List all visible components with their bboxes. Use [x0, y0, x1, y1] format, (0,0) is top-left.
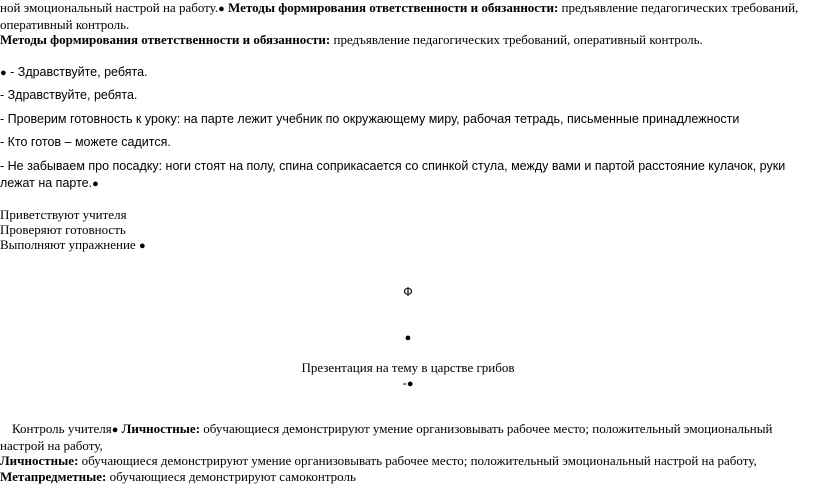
personal-heading: Личностные:: [0, 453, 79, 468]
bullet-icon: ●: [138, 240, 146, 252]
student-exercise: [0, 237, 146, 254]
personal-text: обучающиеся демонстрируют умение организовывать рабочее место; положительный эмоциональный настрой на работу,: [78, 453, 757, 468]
bullet-icon: ●: [406, 378, 414, 390]
personal-text: обучающиеся демонстрируют умение организовывать рабочее место; положительный эмоциональный настрой на работу,: [0, 421, 773, 453]
greeting-text: - Здравствуйте, ребята.: [6, 65, 148, 79]
control-text: Контроль учителя: [12, 421, 112, 436]
bullet-icon: ●: [218, 3, 225, 15]
bullet-icon: ●: [111, 424, 119, 436]
methods-heading: Методы формирования ответственности и обязанности:: [0, 32, 331, 47]
meta-text: обучающиеся демонстрируют самоконтроль: [106, 469, 356, 484]
greeting-line-1: [0, 64, 148, 81]
dash-text: -: [402, 375, 407, 390]
center-dot-icon: ●: [404, 332, 412, 344]
dash-dot: [0, 375, 816, 392]
personal-results-line: [0, 453, 757, 469]
posture-text: - Не забываем про посадку: ноги стоят на полу, спина соприкасается со спинкой стула, между вами и партой расстояние кулачок, руки лежат на парте.: [0, 159, 786, 190]
text-prefix: ной эмоциональный настрой на работу.: [0, 0, 219, 15]
letter-f: Ф: [403, 285, 413, 299]
student-greet: Приветствуют учителя: [0, 207, 127, 222]
greeting-line-2: - Здравствуйте, ребята.: [0, 88, 138, 102]
teacher-control-paragraph: [0, 421, 812, 454]
methods-text: предъявление педагогических требований, оперативный контроль.: [330, 32, 703, 47]
paragraph-methods-1: [0, 0, 812, 33]
readiness-check-line: - Проверим готовность к уроку: на парте лежит учебник по окружающему миру, рабочая тетрадь, письменные принадлежности: [0, 112, 740, 126]
meta-heading: Метапредметные:: [0, 469, 107, 484]
meta-results-line: [0, 469, 356, 485]
methods-heading: Методы формирования ответственности и обязанности:: [228, 0, 559, 15]
presentation-title: Презентация на тему в царстве грибов: [301, 360, 515, 375]
student-check: Проверяют готовность: [0, 222, 126, 237]
bullet-icon: ●: [0, 67, 7, 79]
posture-line: [0, 158, 812, 193]
methods-text: предъявление педагогических требований, оперативный контроль.: [0, 0, 799, 32]
exercise-text: Выполняют упражнение: [0, 237, 136, 252]
bullet-icon: ●: [92, 178, 99, 190]
personal-heading: Личностные:: [121, 421, 201, 436]
paragraph-methods-2: [0, 32, 703, 48]
sit-down-line: - Кто готов – можете садится.: [0, 135, 171, 149]
